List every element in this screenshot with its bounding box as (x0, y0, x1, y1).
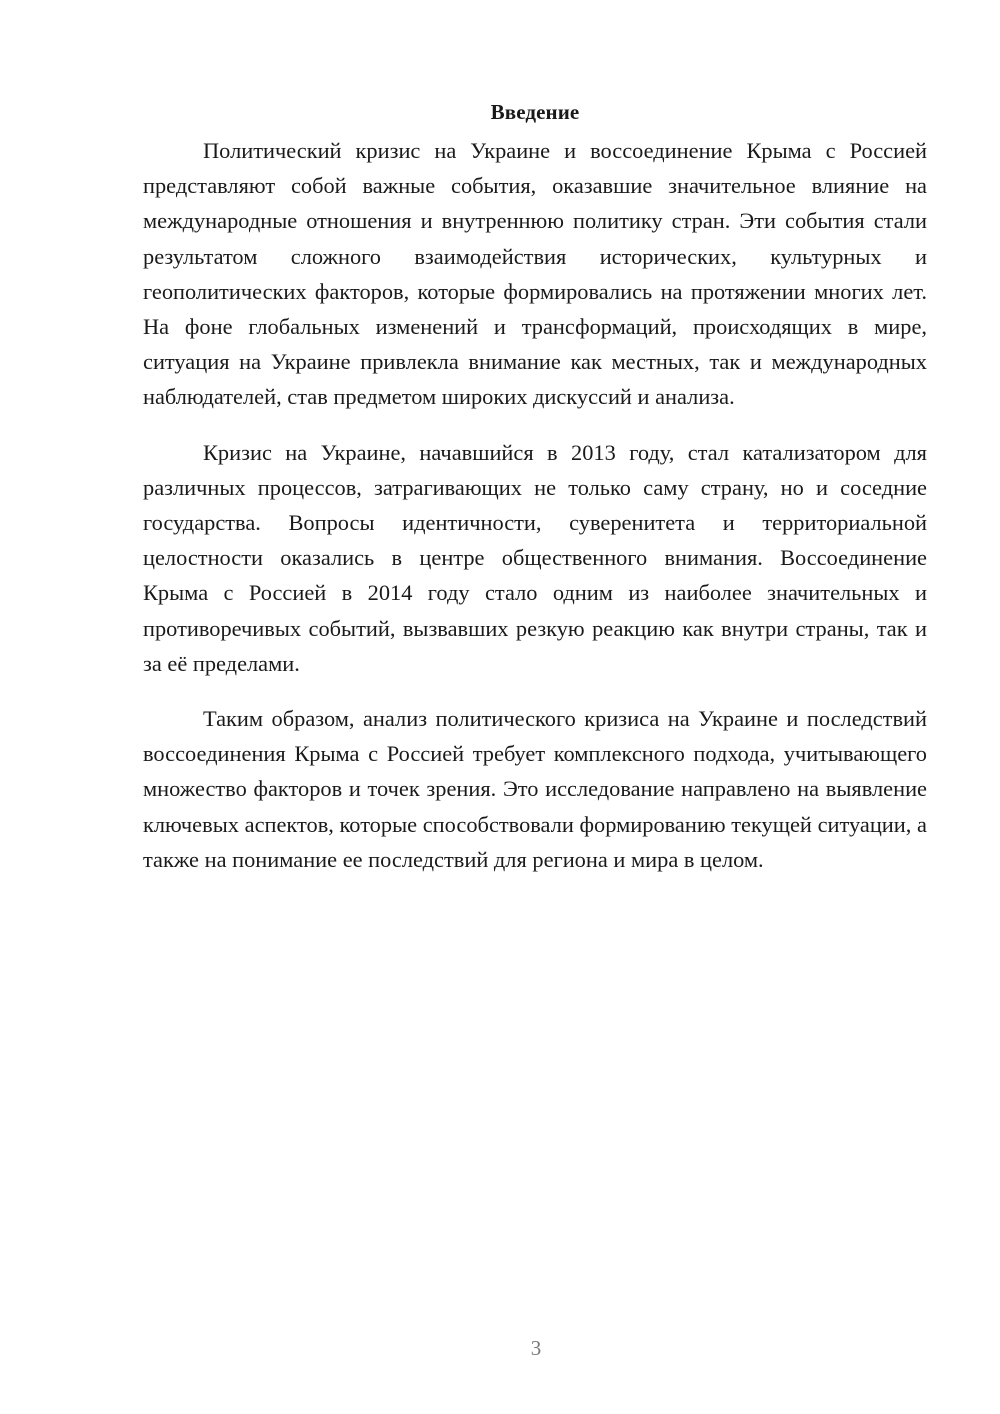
paragraph-3: Таким образом, анализ политического кризиса на Украине и последствий воссоединения Крыма с Россией требует комплексного подхода, учитывающего множество факторов и точек зрения. Это исследование направлено на выявление ключевых аспектов, которые способствовали формированию текущей ситуации, а также на понимание ее последствий для региона и мира в целом. (143, 706, 927, 872)
section-title: Введение (490, 100, 580, 124)
page-number: 3 (530, 1336, 542, 1360)
page-content (143, 96, 927, 897)
paragraph-1: Политический кризис на Украине и воссоединение Крыма с Россией представляют собой важные события, оказавшие значительное влияние на международные отношения и внутреннюю политику стран. Эти события стали результатом сложного взаимодействия исторических, культурных и геополитических факторов, которые формировались на протяжении многих лет. На фоне глобальных изменений и трансформаций, происходящих в мире, ситуация на Украине привлекла внимание как местных, так и международных наблюдателей, став предметом широких дискуссий и анализа. (143, 138, 927, 410)
paragraph-2: Кризис на Украине, начавшийся в 2013 году, стал катализатором для различных процессов, затрагивающих не только саму страну, но и соседние государства. Вопросы идентичности, суверенитета и территориальной целостности оказались в центре общественного внимания. Воссоединение Крыма с Россией в 2014 году стало одним из наиболее значительных и противоречивых событий, вызвавших резкую реакцию как внутри страны, так и за её пределами. (143, 439, 927, 676)
